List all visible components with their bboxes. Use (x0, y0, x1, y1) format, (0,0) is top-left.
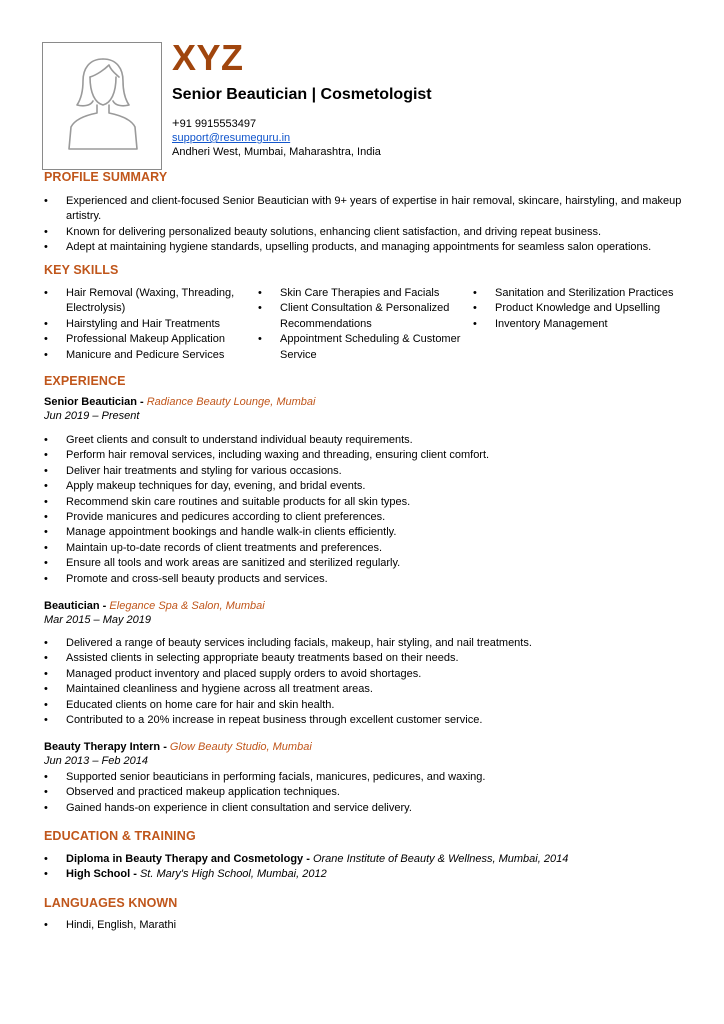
list-item: • Adept at maintaining hygiene standards, upselling products, and managing appointments for seamless salon operations. (44, 240, 684, 255)
languages-list (44, 918, 684, 933)
job-2-header: Beautician - Elegance Spa & Salon, Mumbai (44, 600, 265, 612)
list-item: • Professional Makeup Application (44, 332, 244, 347)
job-1-dates: Jun 2019 – Present (44, 410, 140, 422)
user-avatar-icon (63, 53, 143, 161)
list-item: • Maintain up-to-date records of client treatments and preferences. (44, 541, 684, 556)
languages-heading: LANGUAGES KNOWN (44, 896, 178, 910)
list-item: • Hindi, English, Marathi (44, 918, 684, 933)
list-item: • Product Knowledge and Upselling (473, 301, 693, 316)
list-item: • Assisted clients in selecting appropriate beauty treatments based on their needs. (44, 651, 684, 666)
phone: +91 9915553497 (172, 115, 257, 130)
skills-column-1 (44, 286, 244, 363)
skills-column-2 (258, 286, 468, 363)
job-3-duties (44, 770, 684, 816)
list-item: • Delivered a range of beauty services including facials, makeup, hair styling, and nail treatments. (44, 636, 684, 651)
list-item: • Skin Care Therapies and Facials (258, 286, 468, 301)
email-link[interactable]: support@resumeguru.in (172, 132, 291, 144)
list-item: • Gained hands-on experience in client consultation and service delivery. (44, 801, 684, 816)
list-item: • Client Consultation & Personalized Recommendations (258, 301, 468, 332)
job-1-header: Senior Beautician - Radiance Beauty Lounge, Mumbai (44, 396, 316, 408)
job-3-dates: Jun 2013 – Feb 2014 (44, 755, 148, 767)
list-item: • Recommend skin care routines and suitable products for all skin types. (44, 495, 684, 510)
profile-summary-list (44, 194, 684, 256)
list-item: • Diploma in Beauty Therapy and Cosmetology - Orane Institute of Beauty & Wellness, Mumbai, 2014 (44, 852, 684, 867)
list-item: • Manage appointment bookings and handle walk-in clients efficiently. (44, 525, 684, 540)
job-title: Senior Beautician | Cosmetologist (172, 86, 432, 103)
list-item: • Hairstyling and Hair Treatments (44, 317, 244, 332)
company-name: Radiance Beauty Lounge, Mumbai (146, 396, 316, 408)
profile-summary-heading: PROFILE SUMMARY (44, 170, 168, 184)
list-item: • Inventory Management (473, 317, 693, 332)
candidate-name: XYZ (172, 37, 244, 78)
company-name: Glow Beauty Studio, Mumbai (169, 741, 312, 753)
job-3-header: Beauty Therapy Intern - Glow Beauty Studio, Mumbai (44, 741, 312, 753)
key-skills-heading: KEY SKILLS (44, 263, 119, 277)
list-item: • Experienced and client-focused Senior Beautician with 9+ years of expertise in hair removal, skincare, hairstyling, and makeup artistry. (44, 194, 684, 225)
list-item: • Managed product inventory and placed supply orders to avoid shortages. (44, 667, 684, 682)
profile-photo-placeholder (42, 42, 162, 170)
list-item: • High School - St. Mary's High School, Mumbai, 2012 (44, 867, 684, 882)
list-item: • Apply makeup techniques for day, evening, and bridal events. (44, 479, 684, 494)
list-item: • Deliver hair treatments and styling for various occasions. (44, 464, 684, 479)
list-item: • Contributed to a 20% increase in repeat business through excellent customer service. (44, 713, 684, 728)
address: Andheri West, Mumbai, Maharashtra, India (172, 146, 381, 158)
education-heading: EDUCATION & TRAINING (44, 829, 196, 843)
skills-column-3 (473, 286, 693, 332)
experience-heading: EXPERIENCE (44, 374, 126, 388)
list-item: • Provide manicures and pedicures according to client preferences. (44, 510, 684, 525)
list-item: • Sanitation and Sterilization Practices (473, 286, 693, 301)
list-item: • Maintained cleanliness and hygiene across all treatment areas. (44, 682, 684, 697)
list-item: • Observed and practiced makeup application techniques. (44, 785, 684, 800)
list-item: • Perform hair removal services, including waxing and threading, ensuring client comfort. (44, 448, 684, 463)
list-item: • Manicure and Pedicure Services (44, 348, 244, 363)
list-item: • Educated clients on home care for hair and skin health. (44, 698, 684, 713)
list-item: • Appointment Scheduling & Customer Service (258, 332, 468, 363)
job-1-duties (44, 433, 684, 587)
list-item: • Ensure all tools and work areas are sanitized and sterilized regularly. (44, 556, 684, 571)
company-name: Elegance Spa & Salon, Mumbai (109, 600, 265, 612)
list-item: • Supported senior beauticians in performing facials, manicures, pedicures, and waxing. (44, 770, 684, 785)
list-item: • Hair Removal (Waxing, Threading, Electrolysis) (44, 286, 244, 317)
job-2-duties (44, 636, 684, 728)
list-item: • Greet clients and consult to understand individual beauty requirements. (44, 433, 684, 448)
contact-block (172, 116, 381, 159)
list-item: • Promote and cross-sell beauty products and services. (44, 572, 684, 587)
job-2-dates: Mar 2015 – May 2019 (44, 614, 152, 626)
list-item: • Known for delivering personalized beauty solutions, enhancing client satisfaction, and driving repeat business. (44, 225, 684, 240)
education-list (44, 852, 684, 883)
